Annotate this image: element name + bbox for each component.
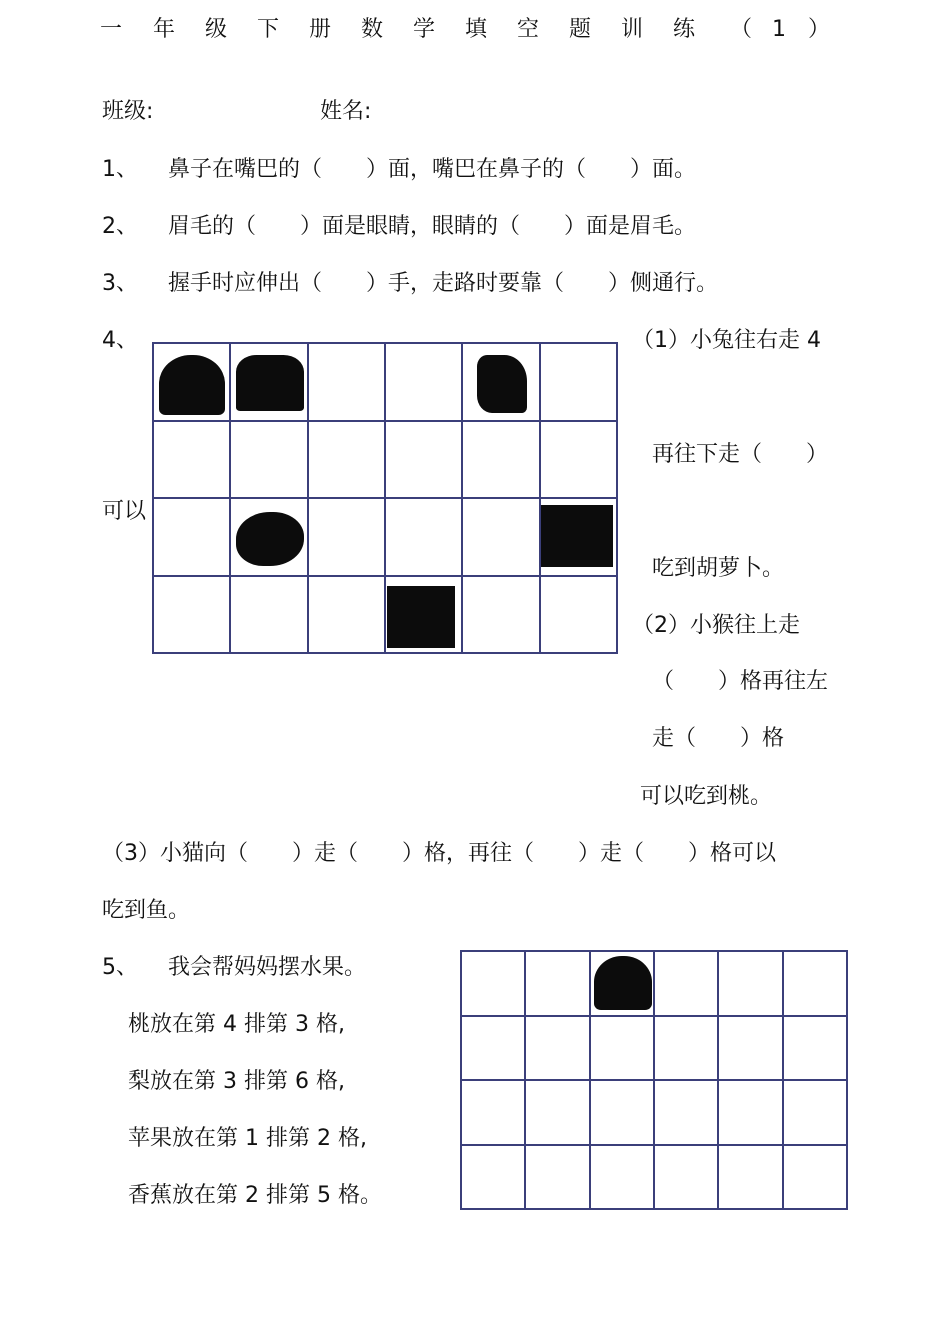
rabbit-icon bbox=[477, 355, 527, 413]
cat-icon bbox=[236, 512, 304, 566]
title-char: 一 bbox=[100, 17, 123, 42]
q5-line-1: 桃放在第 4 排第 3 格, bbox=[128, 1012, 345, 1037]
name-label: 姓名: bbox=[320, 99, 372, 124]
question-5-number: 5、 bbox=[102, 955, 138, 980]
q4-part2-line3: 走（ ）格 bbox=[652, 726, 785, 751]
q4-part1-line3: 吃到胡萝卜。 bbox=[652, 556, 785, 581]
question-3-number: 3、 bbox=[102, 271, 138, 296]
q4-part2-line4: 可以吃到桃。 bbox=[640, 784, 773, 809]
question-5-grid bbox=[460, 950, 848, 1210]
question-5-intro: 我会帮妈妈摆水果。 bbox=[168, 955, 367, 980]
q4-part1-line1: （1）小兔往右走 4 bbox=[632, 328, 821, 353]
q5-line-3: 苹果放在第 1 排第 2 格, bbox=[128, 1126, 367, 1151]
q4-part3-line2: 吃到鱼。 bbox=[102, 898, 191, 923]
title-char: （ bbox=[730, 17, 753, 42]
title-char: 级 bbox=[205, 17, 228, 42]
title-char: ） bbox=[808, 17, 831, 42]
title-char: 下 bbox=[257, 17, 280, 42]
question-3-text: 握手时应伸出（ ）手，走路时要靠（ ）侧通行。 bbox=[168, 271, 719, 296]
apple-icon bbox=[594, 956, 652, 1010]
fish-icon bbox=[387, 586, 455, 648]
title-char: 填 bbox=[465, 17, 488, 42]
q4-part3-line1: （3）小猫向（ ）走（ ）格，再往（ ）走（ ）格可以 bbox=[102, 841, 776, 866]
monkey-icon bbox=[236, 355, 304, 411]
question-1-number: 1、 bbox=[102, 157, 138, 182]
title-char: 训 bbox=[621, 17, 644, 42]
question-4-left-text: 可以 bbox=[102, 499, 147, 524]
title-char: 空 bbox=[517, 17, 540, 42]
question-2-text: 眉毛的（ ）面是眼睛，眼睛的（ ）面是眉毛。 bbox=[168, 214, 697, 239]
q5-line-4: 香蕉放在第 2 排第 5 格。 bbox=[128, 1183, 382, 1208]
title-char: 年 bbox=[153, 17, 176, 42]
question-1-text: 鼻子在嘴巴的（ ）面，嘴巴在鼻子的（ ）面。 bbox=[168, 157, 697, 182]
peach-icon bbox=[159, 355, 225, 415]
title-char: 练 bbox=[673, 17, 696, 42]
q4-part2-line2: （ ）格再往左 bbox=[652, 669, 829, 694]
q4-part2-line1: （2）小猴往上走 bbox=[632, 613, 800, 638]
title-char: 数 bbox=[361, 17, 384, 42]
title-char: 学 bbox=[413, 17, 436, 42]
question-4-number: 4、 bbox=[102, 328, 138, 353]
title-char: 册 bbox=[309, 17, 332, 42]
question-2-number: 2、 bbox=[102, 214, 138, 239]
title-char: 1 bbox=[772, 17, 786, 42]
q5-line-2: 梨放在第 3 排第 6 格, bbox=[128, 1069, 345, 1094]
page-title bbox=[100, 16, 840, 46]
class-label: 班级: bbox=[102, 99, 154, 124]
title-char: 题 bbox=[569, 17, 592, 42]
carrot-icon bbox=[541, 505, 613, 567]
q4-part1-line2: 再往下走（ ） bbox=[652, 442, 829, 467]
